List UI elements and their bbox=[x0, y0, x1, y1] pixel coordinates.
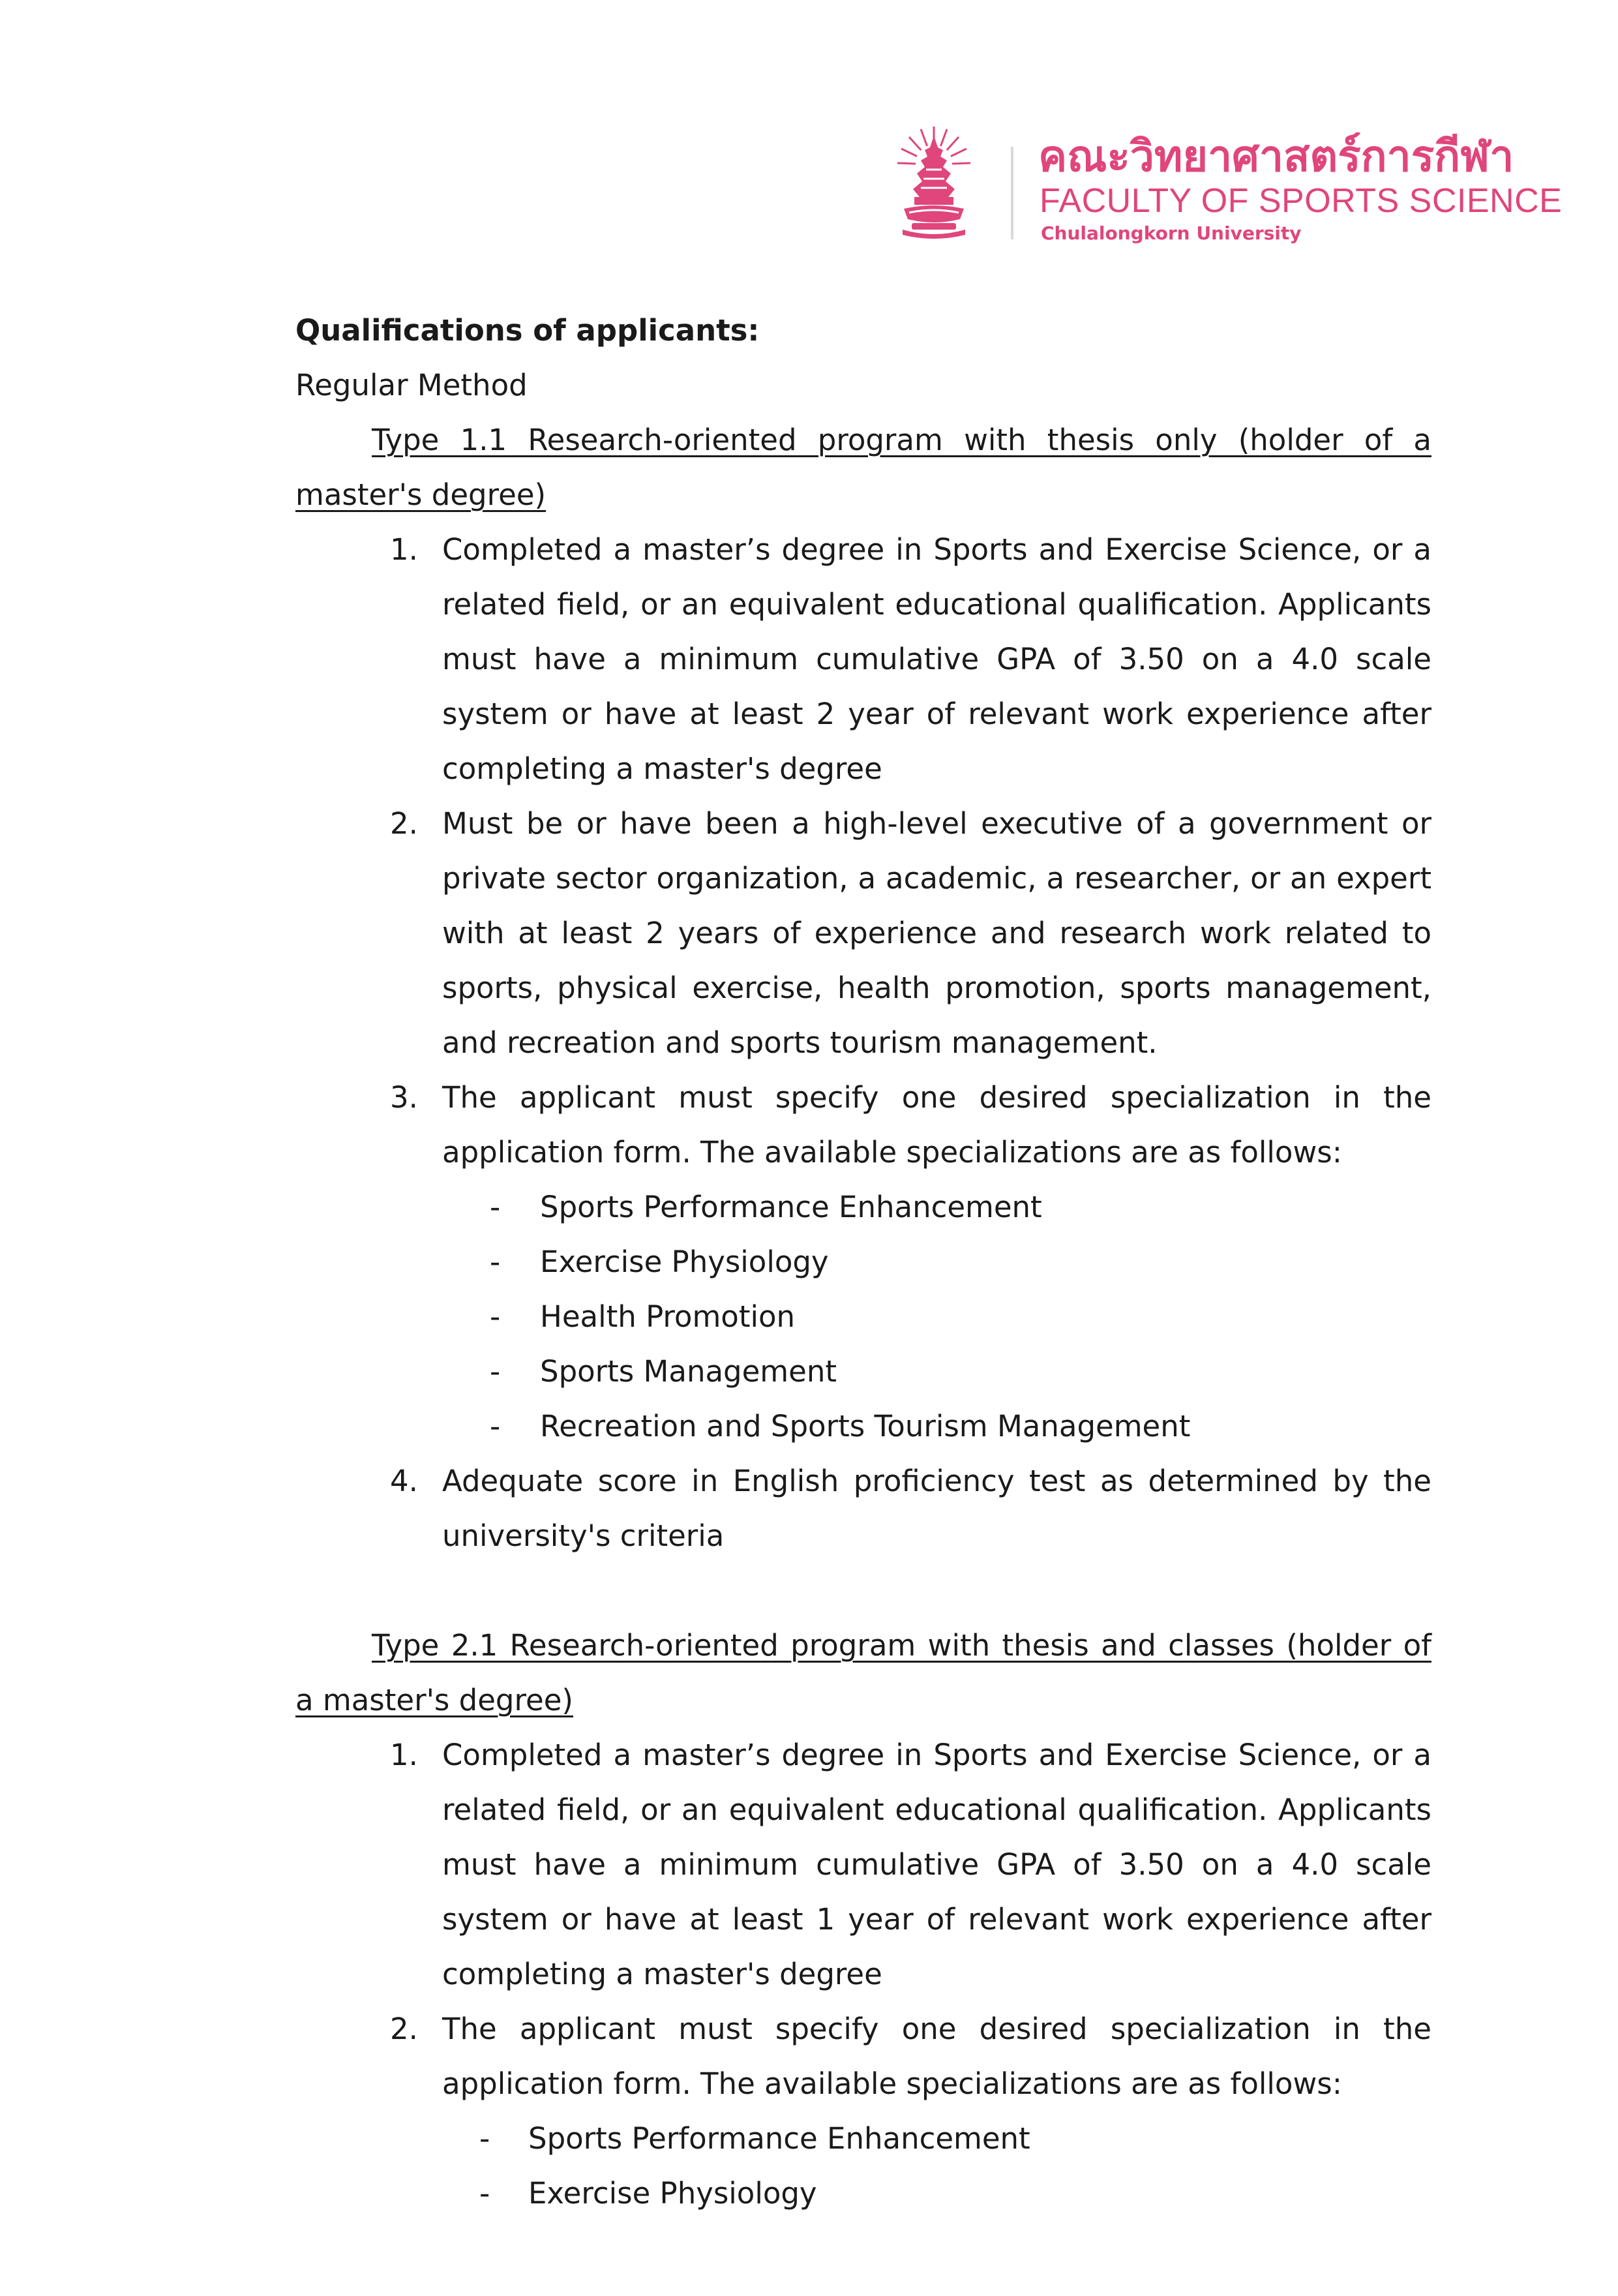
item-number: 2. bbox=[390, 806, 418, 841]
specialization-label: Health Promotion bbox=[540, 1299, 796, 1334]
section-spacer bbox=[295, 1563, 1431, 1618]
type-1-1-title: Type 1.1 Research-oriented program with thesis only (holder of a master's degree) bbox=[295, 423, 1431, 512]
specialization-item bbox=[442, 1180, 1431, 1235]
list-item bbox=[295, 1454, 1431, 1563]
type-1-1-specializations bbox=[295, 1180, 1431, 1454]
type-2-1-requirements bbox=[295, 1728, 1431, 2111]
specialization-item bbox=[442, 1290, 1431, 1344]
item-number: 4. bbox=[390, 1464, 418, 1498]
dash-bullet: - bbox=[490, 1299, 501, 1334]
item-text: Completed a master’s degree in Sports and Exercise Science, or a related field, or an equivalent educational qualification. Applicants must have a minimum cumulative GPA of 3.50 on a 4.0 scale system or have at least 1 year of relevant work experience after completing a master's degree bbox=[442, 1738, 1431, 1991]
item-text: The applicant must specify one desired specialization in the application form. The available specializations are as follows: bbox=[442, 2012, 1431, 2101]
chulalongkorn-phra-kiao-seal-icon bbox=[895, 124, 973, 241]
type-1-1-requirements bbox=[295, 522, 1431, 1180]
list-item bbox=[295, 2002, 1431, 2111]
item-text: Completed a master’s degree in Sports and Exercise Science, or a related field, or an equivalent educational qualification. Applicants must have a minimum cumulative GPA of 3.50 on a 4.0 scale system or have at least 2 year of relevant work experience after completing a master's degree bbox=[442, 532, 1431, 786]
method-heading: Regular Method bbox=[295, 368, 528, 402]
list-item bbox=[295, 1728, 1431, 2002]
dash-bullet: - bbox=[490, 1190, 501, 1224]
item-text: Adequate score in English proficiency test as determined by the university's criteria bbox=[442, 1464, 1431, 1553]
dash-bullet: - bbox=[490, 1409, 501, 1443]
item-number: 3. bbox=[390, 1080, 418, 1115]
faculty-name-english: FACULTY OF SPORTS SCIENCE bbox=[1040, 182, 1563, 220]
dash-bullet: - bbox=[490, 1245, 501, 1279]
faculty-name-thai: คณะวิทยาศาสตร์การกีฬา bbox=[1038, 131, 1514, 181]
item-number: 2. bbox=[390, 2012, 418, 2046]
header-divider bbox=[1011, 147, 1013, 239]
list-item bbox=[295, 796, 1431, 1070]
specialization-label: Recreation and Sports Tourism Management bbox=[540, 1409, 1191, 1443]
list-item bbox=[295, 1070, 1431, 1180]
university-name: Chulalongkorn University bbox=[1041, 222, 1302, 244]
item-number: 1. bbox=[390, 1738, 418, 1772]
specialization-label: Exercise Physiology bbox=[528, 2176, 817, 2211]
specialization-label: Sports Management bbox=[540, 1354, 837, 1389]
faculty-header bbox=[895, 124, 1563, 248]
list-item bbox=[295, 522, 1431, 796]
type-1-1-requirements-continued bbox=[295, 1454, 1431, 1563]
specialization-item bbox=[442, 2111, 1431, 2166]
specialization-item bbox=[442, 1344, 1431, 1399]
dash-bullet: - bbox=[479, 2176, 490, 2211]
item-number: 1. bbox=[390, 532, 418, 567]
item-text: Must be or have been a high-level executive of a government or private sector organization, a academic, a researcher, or an expert with at least 2 years of experience and research work related to sports, physical exercise, health promotion, sports management, and recreation and sports tourism management. bbox=[442, 806, 1431, 1060]
type-2-1-specializations bbox=[295, 2111, 1431, 2221]
document-body bbox=[295, 303, 1431, 2221]
specialization-item bbox=[442, 1235, 1431, 1290]
section-heading: Qualifications of applicants: bbox=[295, 313, 760, 348]
specialization-label: Sports Performance Enhancement bbox=[540, 1190, 1042, 1224]
dash-bullet: - bbox=[490, 1354, 501, 1389]
specialization-label: Exercise Physiology bbox=[540, 1245, 829, 1279]
specialization-item bbox=[442, 2166, 1431, 2221]
specialization-item bbox=[442, 1399, 1431, 1454]
type-2-1-title: Type 2.1 Research-oriented program with thesis and classes (holder of a master's degree) bbox=[295, 1628, 1431, 1717]
specialization-label: Sports Performance Enhancement bbox=[528, 2121, 1030, 2156]
dash-bullet: - bbox=[479, 2121, 490, 2156]
item-text: The applicant must specify one desired specialization in the application form. The available specializations are as follows: bbox=[442, 1080, 1431, 1170]
